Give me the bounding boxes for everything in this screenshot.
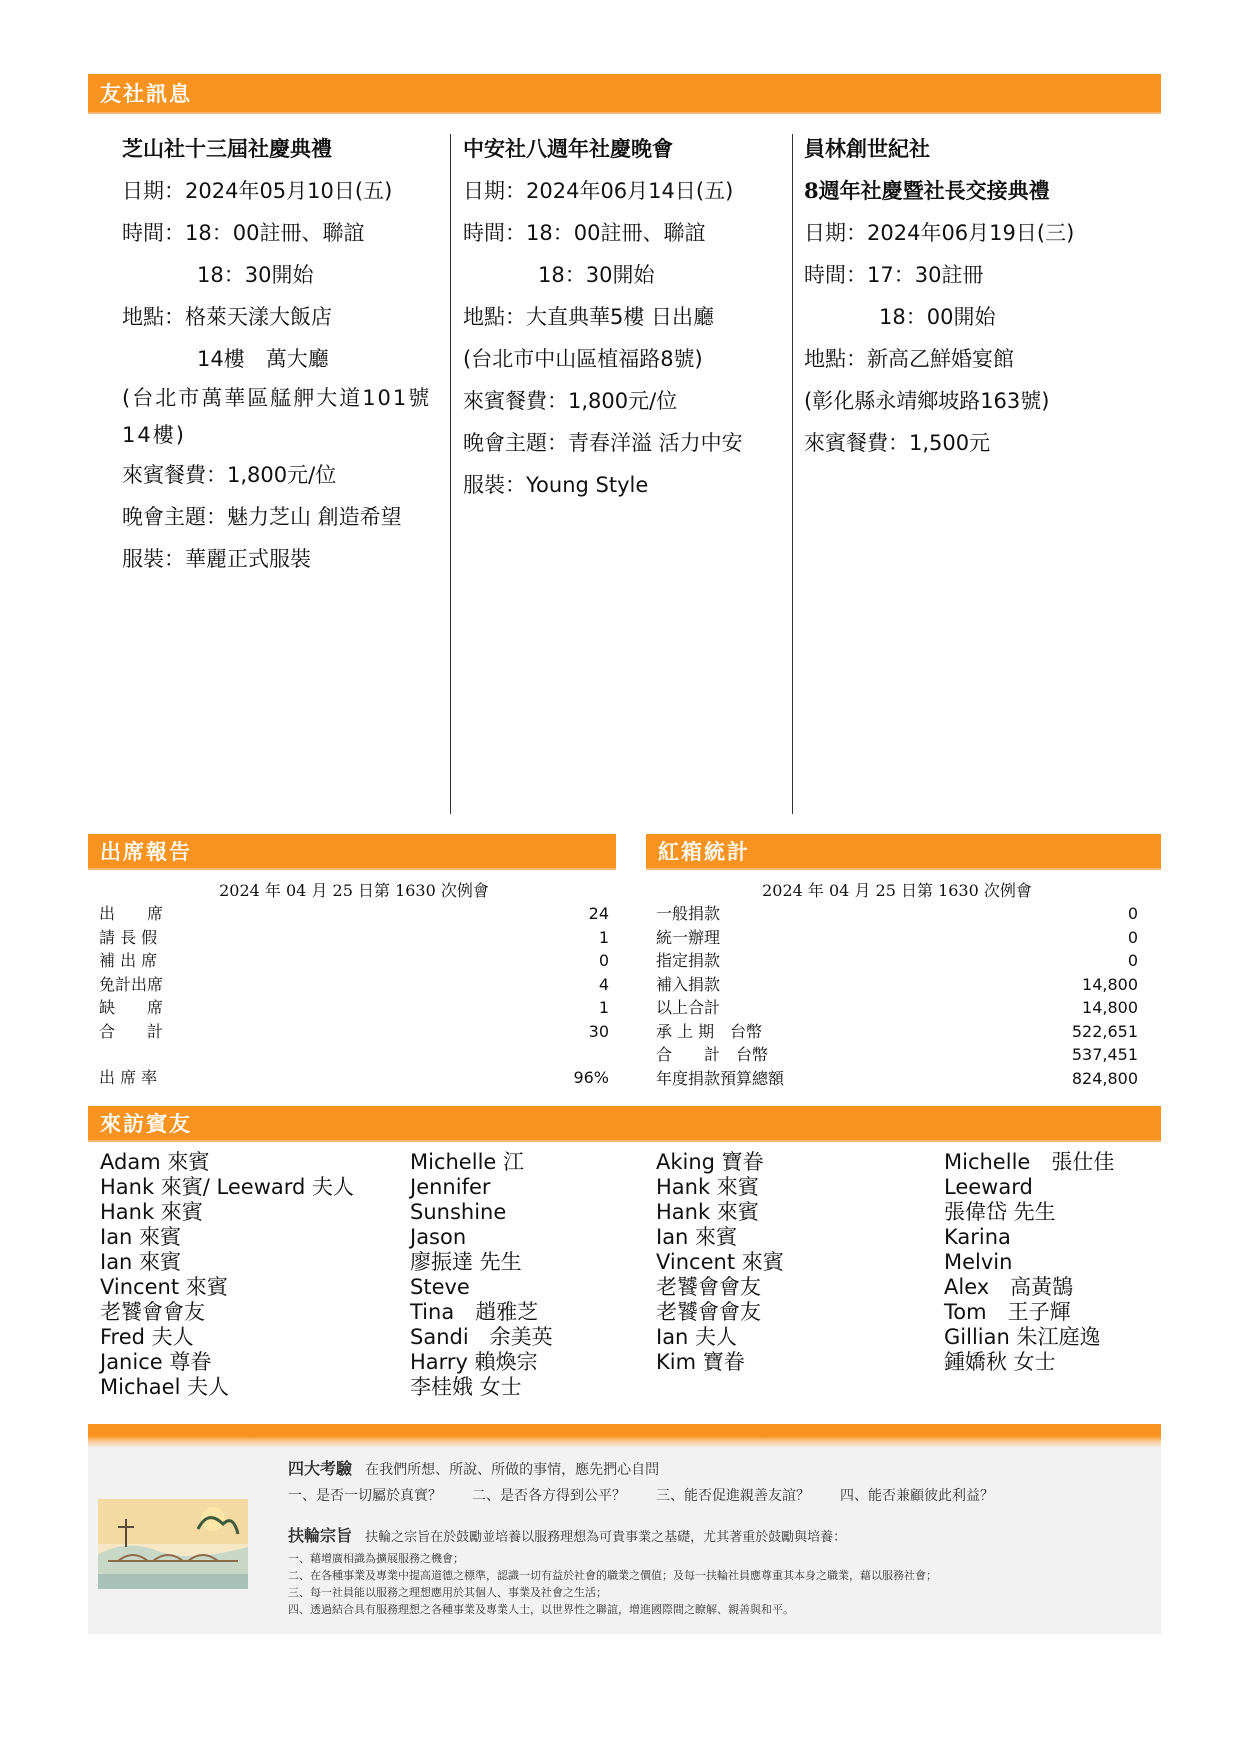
row-label: 補 出 席 xyxy=(99,951,158,970)
row-label: 請 長 假 xyxy=(99,927,158,947)
event-detail-line: (台北市萬華區艋舺大道101號14樓) xyxy=(122,386,432,447)
visitor-column-3 xyxy=(656,1150,784,1375)
visitor-name: Gillian 朱江庭逸 xyxy=(944,1325,1101,1349)
landscape-painting-image xyxy=(98,1499,248,1589)
attendance-row xyxy=(99,996,609,1020)
visitor-name: Fred 夫人 xyxy=(100,1325,194,1349)
four-way-test-item: 一、是否一切屬於真實？ xyxy=(288,1488,442,1504)
event-detail-line: 晚會主題：青春洋溢 活力中安 xyxy=(463,431,743,455)
row-value: 30 xyxy=(588,1021,609,1041)
attendance-row xyxy=(99,949,609,973)
visitor-name: 鍾嬌秋 女士 xyxy=(944,1350,1056,1374)
redbox-row xyxy=(656,949,1138,973)
visitor-name: Sunshine xyxy=(410,1200,507,1224)
row-value: 4 xyxy=(598,974,609,994)
visitor-name: 老饕會會友 xyxy=(656,1275,761,1299)
visitor-name: Sandi 余美英 xyxy=(410,1325,553,1349)
visitor-name: Tom 王子輝 xyxy=(944,1300,1071,1324)
attendance-row xyxy=(99,973,609,997)
row-label: 免計出席 xyxy=(99,974,164,994)
redbox-row xyxy=(656,902,1138,926)
object-of-rotary-intro: 扶輪之宗旨在於鼓勵並培養以服務理想為可貴事業之基礎，尤其著重於鼓勵與培養： xyxy=(365,1530,847,1545)
row-value: 0 xyxy=(1127,927,1138,947)
visitor-name: Hank 來賓 xyxy=(656,1200,759,1224)
redbox-row xyxy=(656,1067,1138,1091)
event-column-2 xyxy=(463,128,788,506)
row-value: 96% xyxy=(573,1068,609,1087)
visitor-name: Vincent 來賓 xyxy=(100,1275,228,1299)
attendance-row xyxy=(99,902,609,926)
redbox-row xyxy=(656,1043,1138,1067)
event-detail-line: 服裝：Young Style xyxy=(463,473,649,497)
visitor-name: Ian 夫人 xyxy=(656,1325,738,1349)
visitor-name: Alex 高黃鵠 xyxy=(944,1275,1074,1299)
event-title: 8週年社慶暨社長交接典禮 xyxy=(804,178,1050,203)
row-label: 出 席 xyxy=(99,904,164,923)
event-column-3 xyxy=(804,128,1129,464)
visitor-name: Harry 賴煥宗 xyxy=(410,1350,538,1374)
redbox-report xyxy=(656,880,1138,1090)
visitor-name: Leeward xyxy=(944,1175,1033,1199)
row-value: 24 xyxy=(588,904,609,923)
row-label: 出 席 率 xyxy=(99,1068,158,1087)
event-detail-line: 14樓 萬大廳 xyxy=(197,347,329,371)
visitor-name: Ian 來賓 xyxy=(100,1225,182,1249)
event-detail-line: 來賓餐費：1,500元 xyxy=(804,431,991,455)
attendance-row xyxy=(99,1020,609,1044)
footer-orange-band xyxy=(88,1424,1161,1448)
event-detail-line: 18：30開始 xyxy=(538,263,655,287)
event-detail-line: 來賓餐費：1,800元/位 xyxy=(463,389,678,413)
row-value: 0 xyxy=(1127,904,1138,923)
event-title: 員林創世紀社 xyxy=(804,136,930,161)
row-value: 0 xyxy=(1127,951,1138,970)
section-header-attendance: 出席報告 xyxy=(88,834,616,870)
section-header-club-news: 友社訊息 xyxy=(88,74,1161,114)
visitor-name: Aking 寶眷 xyxy=(656,1150,764,1174)
visitor-name: Michelle 張仕佳 xyxy=(944,1150,1115,1174)
object-of-rotary-item: 四、透過結合具有服務理想之各種事業及專業人士，以世界性之聯誼，增進國際間之瞭解、親善與和平。 xyxy=(288,1603,794,1616)
rotary-footer xyxy=(88,1424,1161,1634)
four-way-test-item: 三、能否促進親善友誼？ xyxy=(656,1488,810,1504)
redbox-row xyxy=(656,1020,1138,1044)
event-detail-line: (台北市中山區植福路8號) xyxy=(463,347,703,371)
visitor-name: Vincent 來賓 xyxy=(656,1250,784,1274)
event-detail-line: 18：00開始 xyxy=(879,305,996,329)
object-of-rotary-title: 扶輪宗旨 xyxy=(288,1526,353,1545)
event-detail-line: 18：30開始 xyxy=(197,263,314,287)
event-detail-line: 地點：新高乙鮮婚宴館 xyxy=(804,347,1014,371)
visitor-column-4 xyxy=(944,1150,1114,1375)
visitor-name: Adam 來賓 xyxy=(100,1150,210,1174)
event-detail-line: 來賓餐費：1,800元/位 xyxy=(122,463,337,487)
row-label: 合 計 台幣 xyxy=(656,1045,769,1064)
row-value: 522,651 xyxy=(1071,1021,1138,1041)
visitor-name: Hank 來賓 xyxy=(656,1175,759,1199)
four-way-test-title: 四大考驗 xyxy=(288,1459,353,1478)
visitor-name: Michelle 江 xyxy=(410,1150,524,1174)
visitor-name: Karina xyxy=(944,1225,1011,1249)
visitor-name: Ian 來賓 xyxy=(100,1250,182,1274)
visitor-name: 老饕會會友 xyxy=(656,1300,761,1324)
visitor-name: 老饕會會友 xyxy=(100,1300,205,1324)
visitor-name: 張偉岱 先生 xyxy=(944,1200,1056,1224)
visitor-name: Steve xyxy=(410,1275,470,1299)
visitor-name: Kim 寶眷 xyxy=(656,1350,745,1374)
row-label: 指定捐款 xyxy=(656,951,721,970)
event-detail-line: (彰化縣永靖鄉坡路163號) xyxy=(804,389,1050,413)
visitor-name: Ian 來賓 xyxy=(656,1225,738,1249)
event-detail-line: 時間：17：30註冊 xyxy=(804,263,984,287)
event-detail-line: 日期：2024年06月14日(五) xyxy=(463,179,734,203)
attendance-header: 2024 年 04 月 25 日第 1630 次例會 xyxy=(219,881,489,900)
visitor-name: Hank 來賓 xyxy=(100,1200,203,1224)
footer-text xyxy=(288,1456,1148,1618)
row-value: 1 xyxy=(598,927,609,947)
redbox-row xyxy=(656,996,1138,1020)
visitor-name: Janice 尊眷 xyxy=(100,1350,212,1374)
four-way-test-intro: 在我們所想、所說、所做的事情，應先捫心自問 xyxy=(365,1462,660,1478)
event-detail-line: 地點：格萊天漾大飯店 xyxy=(122,305,332,329)
column-divider xyxy=(450,134,451,814)
row-label: 缺 席 xyxy=(99,998,164,1017)
event-detail-line: 時間：18：00註冊、聯誼 xyxy=(463,221,706,245)
row-label: 一般捐款 xyxy=(656,904,721,923)
redbox-header: 2024 年 04 月 25 日第 1630 次例會 xyxy=(762,881,1032,900)
row-value: 824,800 xyxy=(1071,1068,1138,1088)
visitor-name: Hank 來賓/ Leeward 夫人 xyxy=(100,1175,355,1199)
four-way-test-item: 二、是否各方得到公平？ xyxy=(472,1488,626,1504)
event-detail-line: 晚會主題：魅力芝山 創造希望 xyxy=(122,505,402,529)
visitor-name: Jason xyxy=(410,1225,467,1249)
row-value: 14,800 xyxy=(1082,974,1138,994)
row-value: 1 xyxy=(598,998,609,1017)
row-label: 統一辦理 xyxy=(656,927,721,947)
attendance-rate-row xyxy=(99,1066,609,1090)
visitor-name: Michael 夫人 xyxy=(100,1375,230,1399)
row-label: 年度捐款預算總額 xyxy=(656,1068,785,1088)
event-detail-line: 服裝：華麗正式服裝 xyxy=(122,547,311,571)
redbox-row xyxy=(656,973,1138,997)
event-detail-line: 時間：18：00註冊、聯誼 xyxy=(122,221,365,245)
visitor-column-1 xyxy=(100,1150,354,1400)
event-title: 中安社八週年社慶晚會 xyxy=(463,136,673,161)
row-value: 14,800 xyxy=(1082,998,1138,1017)
row-value: 537,451 xyxy=(1071,1045,1138,1064)
four-way-test-list xyxy=(288,1485,1148,1505)
column-divider xyxy=(792,134,793,814)
section-header-visitors: 來訪賓友 xyxy=(88,1106,1161,1142)
row-label: 合 計 xyxy=(99,1021,164,1041)
event-detail-line: 地點：大直典華5樓 日出廳 xyxy=(463,305,715,329)
attendance-row xyxy=(99,926,609,950)
row-value: 0 xyxy=(598,951,609,970)
row-label: 以上合計 xyxy=(656,998,721,1017)
row-label: 補入捐款 xyxy=(656,974,721,994)
row-label: 承 上 期 台幣 xyxy=(656,1021,763,1041)
section-header-redbox: 紅箱統計 xyxy=(646,834,1161,870)
visitor-name: 李桂娥 女士 xyxy=(410,1375,522,1399)
visitor-name: Melvin xyxy=(944,1250,1013,1274)
event-column-1 xyxy=(122,128,457,580)
visitor-name: 廖振達 先生 xyxy=(410,1250,522,1274)
object-of-rotary-item: 一、藉增廣相識為擴展服務之機會； xyxy=(288,1552,464,1565)
object-of-rotary-item: 二、在各種事業及專業中提高道德之標準，認識一切有益於社會的職業之價值；及每一扶輪社員應尊重其本身之職業，藉以服務社會； xyxy=(288,1569,937,1582)
redbox-row xyxy=(656,926,1138,950)
event-title: 芝山社十三屆社慶典禮 xyxy=(122,136,332,161)
visitor-column-2 xyxy=(410,1150,553,1400)
event-detail-line: 日期：2024年05月10日(五) xyxy=(122,179,393,203)
four-way-test-item: 四、能否兼顧彼此利益？ xyxy=(840,1488,994,1504)
event-detail-line: 日期：2024年06月19日(三) xyxy=(804,221,1075,245)
object-of-rotary-item: 三、每一社員能以服務之理想應用於其個人、事業及社會之生活； xyxy=(288,1586,607,1599)
attendance-report xyxy=(99,880,609,1090)
visitor-name: Jennifer xyxy=(410,1175,491,1199)
visitor-name: Tina 趙雅芝 xyxy=(410,1300,539,1324)
